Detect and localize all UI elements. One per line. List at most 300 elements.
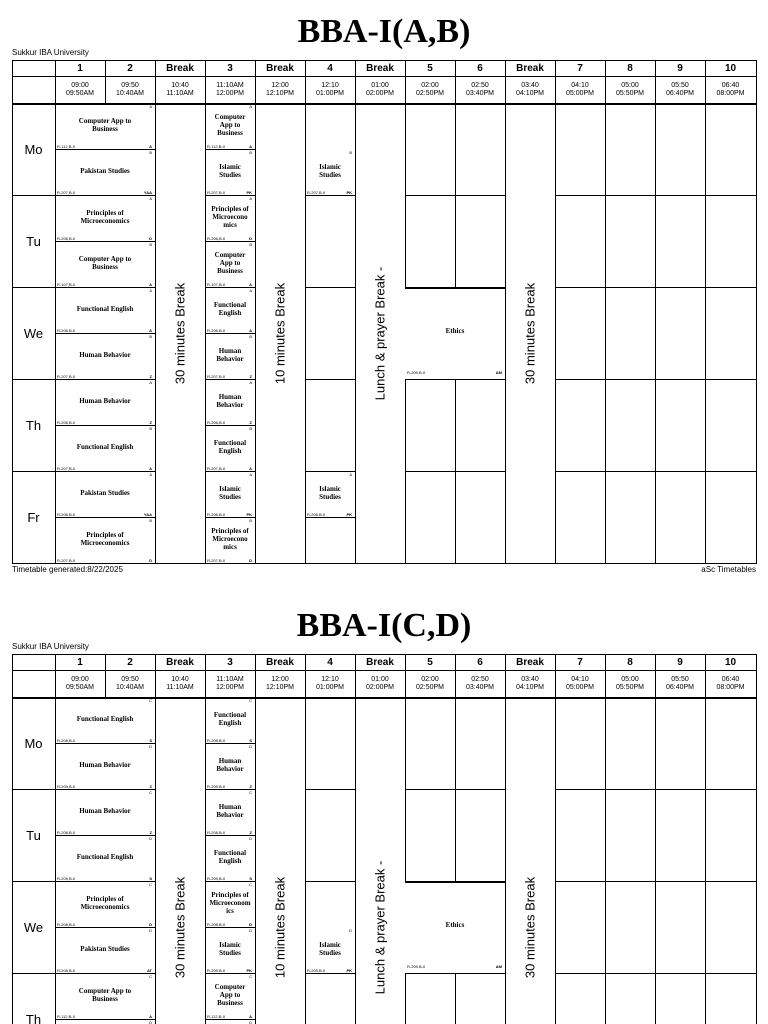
grid-line — [305, 654, 306, 698]
lesson-subject: Functional English — [76, 305, 134, 313]
lesson-group: D — [349, 928, 352, 933]
lesson-teacher: Z — [149, 784, 152, 789]
grid-line — [555, 698, 556, 1024]
grid-line — [756, 654, 757, 698]
lesson-cell[interactable] — [55, 1020, 155, 1024]
lesson-divider — [205, 563, 255, 564]
lesson-room: R-209,B-II — [407, 370, 426, 375]
lesson-cell[interactable] — [205, 928, 255, 974]
lesson-cell[interactable] — [205, 744, 255, 790]
lesson-room: R-209,B-II — [57, 784, 76, 789]
column-header-period: 8 — [627, 657, 633, 668]
grid-line — [455, 654, 456, 698]
lesson-room: R-207,B-II — [57, 558, 76, 563]
lesson-teacher: D — [249, 922, 252, 927]
column-time: 12:10 01:00PM — [315, 82, 345, 97]
column-header-period: 3 — [227, 63, 233, 74]
lesson-teacher: PK — [346, 968, 352, 973]
grid-line — [756, 60, 757, 104]
grid-line — [155, 654, 156, 698]
school-name: Sukkur IBA University — [12, 48, 89, 57]
lesson-teacher: Z — [249, 830, 252, 835]
lesson-teacher: PK — [246, 512, 252, 517]
lesson-cell[interactable] — [55, 974, 155, 1020]
lesson-subject: Functional English — [213, 439, 247, 455]
lesson-room: R-208,B-II — [207, 738, 226, 743]
grid-line — [305, 698, 306, 1024]
grid-line — [605, 698, 606, 1024]
grid-line — [255, 104, 256, 564]
grid-line — [455, 698, 456, 790]
grid-line — [655, 654, 656, 698]
grid-line — [655, 104, 656, 564]
column-time: 12:00 12:10PM — [265, 676, 295, 691]
lesson-cell[interactable] — [205, 426, 255, 472]
lesson-group: B — [249, 242, 252, 247]
column-header-period: 1 — [77, 657, 83, 668]
grid-line — [105, 654, 106, 698]
grid-line — [355, 654, 356, 698]
lesson-group: B — [249, 150, 252, 155]
column-header-period: 6 — [477, 657, 483, 668]
lesson-subject: Islamic Studies — [219, 941, 241, 957]
grid-line — [305, 287, 355, 288]
column-header-period: 5 — [427, 63, 433, 74]
lesson-cell[interactable] — [55, 836, 155, 882]
grid-line — [455, 196, 456, 288]
grid-line — [605, 654, 606, 698]
lesson-teacher: A — [249, 1014, 252, 1019]
column-time: 06:40 08:00PM — [716, 676, 745, 691]
grid-line — [705, 104, 706, 564]
lesson-teacher: Z — [249, 420, 252, 425]
grid-line — [355, 698, 356, 1024]
grid-line — [455, 380, 456, 472]
lesson-subject: Ethics — [445, 921, 465, 929]
grid-line — [455, 104, 456, 196]
grid-line — [12, 670, 756, 671]
column-header-break: Break — [516, 657, 544, 668]
lesson-cell[interactable] — [205, 150, 255, 196]
column-header-period: 10 — [724, 657, 737, 668]
lesson-room: R-206,B-II — [307, 512, 326, 517]
column-time: 09:00 09:50AM — [65, 676, 95, 691]
column-time: 12:10 01:00PM — [315, 676, 345, 691]
lesson-subject: Human Behavior — [216, 393, 244, 409]
lesson-group: C — [249, 882, 252, 887]
lesson-teacher: A — [149, 328, 152, 333]
lesson-teacher: PK — [246, 190, 252, 195]
lesson-room: R-112,B-II — [57, 1014, 75, 1019]
grid-line — [455, 472, 456, 564]
day-label-th: Th — [25, 1012, 42, 1024]
lesson-cell-ethics[interactable] — [405, 882, 505, 974]
lesson-group: C — [149, 882, 152, 887]
break-label: Lunch & prayer Break - — [372, 266, 388, 401]
lesson-room: R-208,B-II — [57, 738, 76, 743]
column-time: 10:40 11:10AM — [166, 82, 194, 97]
lesson-group: C — [249, 790, 252, 795]
lesson-room: R-207,B-II — [57, 374, 76, 379]
lesson-cell[interactable] — [55, 698, 155, 744]
lesson-divider — [305, 973, 355, 974]
lesson-teacher: A — [149, 144, 152, 149]
lesson-teacher: S — [149, 876, 152, 881]
lesson-room: R-207,B-II — [207, 466, 226, 471]
grid-line — [655, 60, 656, 104]
grid-line — [505, 60, 506, 104]
lesson-subject: Principles of Microeconomics — [80, 531, 130, 547]
grid-line — [705, 60, 706, 104]
column-header-period: 7 — [577, 657, 583, 668]
lesson-cell[interactable] — [205, 472, 255, 518]
lesson-subject: Pakistan Studies — [80, 489, 130, 497]
grid-line — [505, 654, 506, 698]
lesson-teacher: D — [249, 236, 252, 241]
lesson-room: R-208,B-II — [207, 922, 226, 927]
column-header-period: 7 — [577, 63, 583, 74]
grid-line — [305, 881, 355, 882]
lesson-group: A — [249, 288, 252, 293]
lesson-teacher: PK — [346, 512, 352, 517]
grid-line — [205, 654, 206, 698]
column-header-period: 9 — [677, 63, 683, 74]
grid-line — [255, 654, 256, 698]
grid-line — [305, 789, 355, 790]
lesson-cell[interactable] — [205, 882, 255, 928]
column-header-period: 2 — [127, 63, 133, 74]
lesson-group: C — [249, 974, 252, 979]
lesson-cell[interactable] — [205, 242, 255, 288]
lesson-cell[interactable] — [205, 1020, 255, 1024]
lesson-cell[interactable] — [305, 472, 355, 518]
grid-line — [756, 104, 757, 564]
school-name: Sukkur IBA University — [12, 642, 89, 651]
lesson-subject: Human Behavior — [79, 397, 131, 405]
lesson-cell[interactable] — [55, 242, 155, 288]
column-header-period: 1 — [77, 63, 83, 74]
grid-line — [12, 60, 756, 61]
lesson-cell[interactable] — [205, 836, 255, 882]
lesson-group: C — [149, 790, 152, 795]
lesson-divider — [305, 517, 355, 518]
lesson-teacher: AT — [146, 968, 152, 973]
lesson-group: D — [249, 928, 252, 933]
column-header-period: 6 — [477, 63, 483, 74]
lesson-cell[interactable] — [55, 928, 155, 974]
lesson-subject: Functional English — [213, 301, 247, 317]
lesson-group: C — [149, 698, 152, 703]
lesson-group: D — [149, 744, 152, 749]
lesson-subject: Human Behavior — [79, 807, 131, 815]
lesson-cell[interactable] — [205, 334, 255, 380]
lesson-group: B — [249, 426, 252, 431]
column-header-break: Break — [166, 63, 194, 74]
lesson-room: R-207,B-II — [57, 190, 76, 195]
lesson-group: B — [149, 518, 152, 523]
lesson-room: R-209,B-II — [307, 968, 326, 973]
lesson-group: D — [149, 928, 152, 933]
lesson-cell[interactable] — [55, 334, 155, 380]
lesson-cell[interactable] — [55, 380, 155, 426]
lesson-subject: Pakistan Studies — [80, 167, 130, 175]
grid-line — [12, 104, 13, 564]
lesson-teacher: PK — [346, 190, 352, 195]
grid-line — [305, 60, 306, 104]
lesson-teacher: YAA — [143, 512, 152, 517]
grid-line — [12, 654, 756, 655]
grid-line — [655, 698, 656, 1024]
grid-line — [155, 698, 156, 1024]
lesson-group: A — [249, 380, 252, 385]
column-time: 11:10AM 12:00PM — [215, 82, 245, 97]
lesson-room: R-208,B-II — [207, 830, 226, 835]
lesson-cell[interactable] — [55, 196, 155, 242]
grid-line — [355, 104, 356, 564]
lesson-teacher: A — [249, 328, 252, 333]
lesson-subject: Human Behavior — [216, 757, 244, 773]
column-time: 05:00 05:50PM — [615, 676, 645, 691]
lesson-group: A — [149, 288, 152, 293]
column-time: 09:00 09:50AM — [65, 82, 95, 97]
lesson-teacher: A — [149, 1014, 152, 1019]
column-time: 06:40 08:00PM — [716, 82, 745, 97]
lesson-group: B — [149, 334, 152, 339]
grid-line — [405, 698, 406, 1024]
lesson-cell[interactable] — [305, 928, 355, 974]
column-header-break: Break — [366, 657, 394, 668]
lesson-room: R-206,B-II — [207, 512, 226, 517]
lesson-cell[interactable] — [205, 104, 255, 150]
grid-line — [455, 790, 456, 882]
column-time: 05:50 06:40PM — [665, 676, 695, 691]
column-time: 01:00 02:00PM — [365, 676, 395, 691]
grid-line — [605, 60, 606, 104]
column-time: 04:10 05:00PM — [565, 82, 595, 97]
grid-line — [55, 654, 56, 698]
lesson-cell[interactable] — [55, 288, 155, 334]
column-time: 02:00 02:50PM — [415, 82, 445, 97]
grid-line — [355, 60, 356, 104]
lesson-group: D — [149, 1020, 152, 1024]
lesson-group: D — [249, 836, 252, 841]
lesson-teacher: S — [249, 738, 252, 743]
lesson-cell[interactable] — [205, 288, 255, 334]
lesson-teacher: D — [149, 236, 152, 241]
lesson-group: C — [249, 698, 252, 703]
lesson-cell[interactable] — [55, 150, 155, 196]
lesson-cell[interactable] — [205, 380, 255, 426]
lesson-cell[interactable] — [205, 698, 255, 744]
lesson-divider — [305, 195, 355, 196]
column-header-period: 4 — [327, 63, 333, 74]
break-label: 10 minutes Break — [272, 876, 288, 979]
lesson-teacher: Z — [249, 374, 252, 379]
lesson-room: R-206,B-II — [207, 420, 226, 425]
lesson-room: R-206,B-II — [57, 420, 76, 425]
lesson-subject: Computer App to Business — [78, 255, 132, 271]
lesson-room: R-112,B-II — [207, 1014, 225, 1019]
lesson-room: R-206,B-II — [57, 512, 76, 517]
lesson-teacher: Z — [249, 784, 252, 789]
lesson-teacher: Z — [149, 830, 152, 835]
column-time: 02:50 03:40PM — [465, 676, 495, 691]
lesson-teacher: A — [149, 282, 152, 287]
lesson-room: R-112,B-II — [57, 144, 75, 149]
grid-line — [555, 104, 556, 564]
footer-brand: aSc Timetables — [701, 565, 756, 574]
lesson-room: R-206,B-II — [207, 236, 226, 241]
lesson-room: R-207,B-II — [207, 558, 226, 563]
lesson-cell[interactable] — [55, 882, 155, 928]
grid-line — [405, 654, 406, 698]
timetable-grid — [12, 654, 756, 1024]
lesson-cell[interactable] — [305, 150, 355, 196]
lesson-cell[interactable] — [205, 518, 255, 564]
column-time: 05:00 05:50PM — [615, 82, 645, 97]
lesson-subject: Pakistan Studies — [80, 945, 130, 953]
lesson-cell[interactable] — [55, 426, 155, 472]
grid-line — [505, 104, 506, 564]
lesson-teacher: D — [249, 558, 252, 563]
column-time: 02:00 02:50PM — [415, 676, 445, 691]
lesson-cell[interactable] — [55, 744, 155, 790]
column-header-period: 9 — [677, 657, 683, 668]
lesson-room: R-107,B-II — [57, 282, 76, 287]
lesson-room: R-208,B-II — [57, 922, 76, 927]
day-label-mo: Mo — [24, 736, 43, 751]
lesson-subject: Functional English — [76, 443, 134, 451]
footer-generated: Timetable generated:8/22/2025 — [12, 565, 123, 574]
grid-line — [205, 60, 206, 104]
lesson-teacher: Z — [149, 420, 152, 425]
lesson-room: R-209,B-II — [407, 964, 426, 969]
lesson-cell[interactable] — [55, 790, 155, 836]
lesson-teacher: S — [249, 876, 252, 881]
day-label-th: Th — [25, 418, 42, 433]
lesson-cell[interactable] — [205, 196, 255, 242]
grid-line — [12, 76, 756, 77]
lesson-subject: Computer App to Business — [214, 113, 246, 137]
lesson-subject: Computer App to Business — [78, 987, 132, 1003]
break-label: 30 minutes Break — [522, 282, 538, 385]
break-label: 30 minutes Break — [172, 876, 188, 979]
lesson-room: R-112,B-II — [207, 144, 225, 149]
day-label-we: We — [23, 326, 44, 341]
lesson-group: A — [249, 196, 252, 201]
lesson-subject: Functional English — [213, 849, 247, 865]
lesson-subject: Principles of Microeconomics — [80, 209, 130, 225]
grid-line — [705, 698, 706, 1024]
lesson-cell[interactable] — [55, 104, 155, 150]
lesson-subject: Human Behavior — [79, 351, 131, 359]
lesson-subject: Islamic Studies — [319, 941, 341, 957]
lesson-room: R-206,B-II — [57, 328, 76, 333]
timetable-1 — [0, 594, 768, 1024]
lesson-subject: Principles of Microecono mics — [211, 205, 249, 229]
lesson-subject: Human Behavior — [216, 347, 244, 363]
lesson-group: B — [149, 426, 152, 431]
lesson-subject: Principles of Microeconomics — [80, 895, 130, 911]
lesson-group: B — [249, 518, 252, 523]
lesson-cell-ethics[interactable] — [405, 288, 505, 380]
grid-line — [756, 698, 757, 1024]
day-label-tu: Tu — [26, 828, 41, 843]
column-time: 10:40 11:10AM — [166, 676, 194, 691]
lesson-subject: Functional English — [76, 853, 134, 861]
lesson-cell[interactable] — [55, 472, 155, 518]
lesson-subject: Islamic Studies — [219, 163, 241, 179]
lesson-teacher: A — [249, 282, 252, 287]
column-time: 01:00 02:00PM — [365, 82, 395, 97]
column-time: 02:50 03:40PM — [465, 82, 495, 97]
lesson-group: A — [349, 472, 352, 477]
column-header-period: 10 — [724, 63, 737, 74]
column-time: 04:10 05:00PM — [565, 676, 595, 691]
lesson-subject: Islamic Studies — [319, 163, 341, 179]
lesson-room: R-207,B-II — [207, 190, 226, 195]
timetable-title: BBA-I(A,B) — [297, 13, 471, 50]
lesson-teacher: A — [249, 144, 252, 149]
grid-line — [12, 654, 13, 698]
lesson-room: R-206,B-II — [57, 236, 76, 241]
lesson-group: D — [249, 744, 252, 749]
lesson-group: A — [249, 472, 252, 477]
day-label-tu: Tu — [26, 234, 41, 249]
lesson-teacher: A — [149, 466, 152, 471]
grid-line — [705, 654, 706, 698]
lesson-room: R-207,B-II — [307, 190, 326, 195]
lesson-teacher: D — [149, 558, 152, 563]
lesson-room: R-208,B-II — [57, 968, 76, 973]
grid-line — [255, 698, 256, 1024]
break-label: Lunch & prayer Break - — [372, 860, 388, 995]
lesson-subject: Principles of Microecono mics — [211, 527, 249, 551]
lesson-group: A — [249, 104, 252, 109]
column-time: 12:00 12:10PM — [265, 82, 295, 97]
lesson-group: C — [149, 974, 152, 979]
lesson-divider — [55, 563, 155, 564]
lesson-group: B — [149, 242, 152, 247]
lesson-subject: Functional English — [213, 711, 247, 727]
grid-line — [455, 974, 456, 1024]
lesson-group: A — [149, 104, 152, 109]
lesson-group: D — [149, 836, 152, 841]
column-header-period: 4 — [327, 657, 333, 668]
lesson-group: A — [149, 196, 152, 201]
lesson-cell[interactable] — [205, 790, 255, 836]
grid-line — [105, 60, 106, 104]
column-header-period: 5 — [427, 657, 433, 668]
column-time: 11:10AM 12:00PM — [215, 676, 245, 691]
lesson-cell[interactable] — [55, 518, 155, 564]
lesson-room: R-209,B-II — [57, 876, 76, 881]
timetable-title: BBA-I(C,D) — [296, 607, 472, 644]
lesson-cell[interactable] — [205, 974, 255, 1020]
break-label: 10 minutes Break — [272, 282, 288, 385]
column-time: 05:50 06:40PM — [665, 82, 695, 97]
column-time: 03:40 04:10PM — [515, 82, 545, 97]
lesson-room: R-209,B-II — [207, 784, 226, 789]
day-label-we: We — [23, 920, 44, 935]
lesson-room: R-209,B-II — [207, 876, 226, 881]
lesson-subject: Human Behavior — [79, 761, 131, 769]
lesson-subject: Ethics — [445, 327, 465, 335]
column-header-break: Break — [516, 63, 544, 74]
column-header-break: Break — [166, 657, 194, 668]
lesson-subject: Computer App to Business — [214, 983, 246, 1007]
lesson-subject: Functional English — [76, 715, 134, 723]
